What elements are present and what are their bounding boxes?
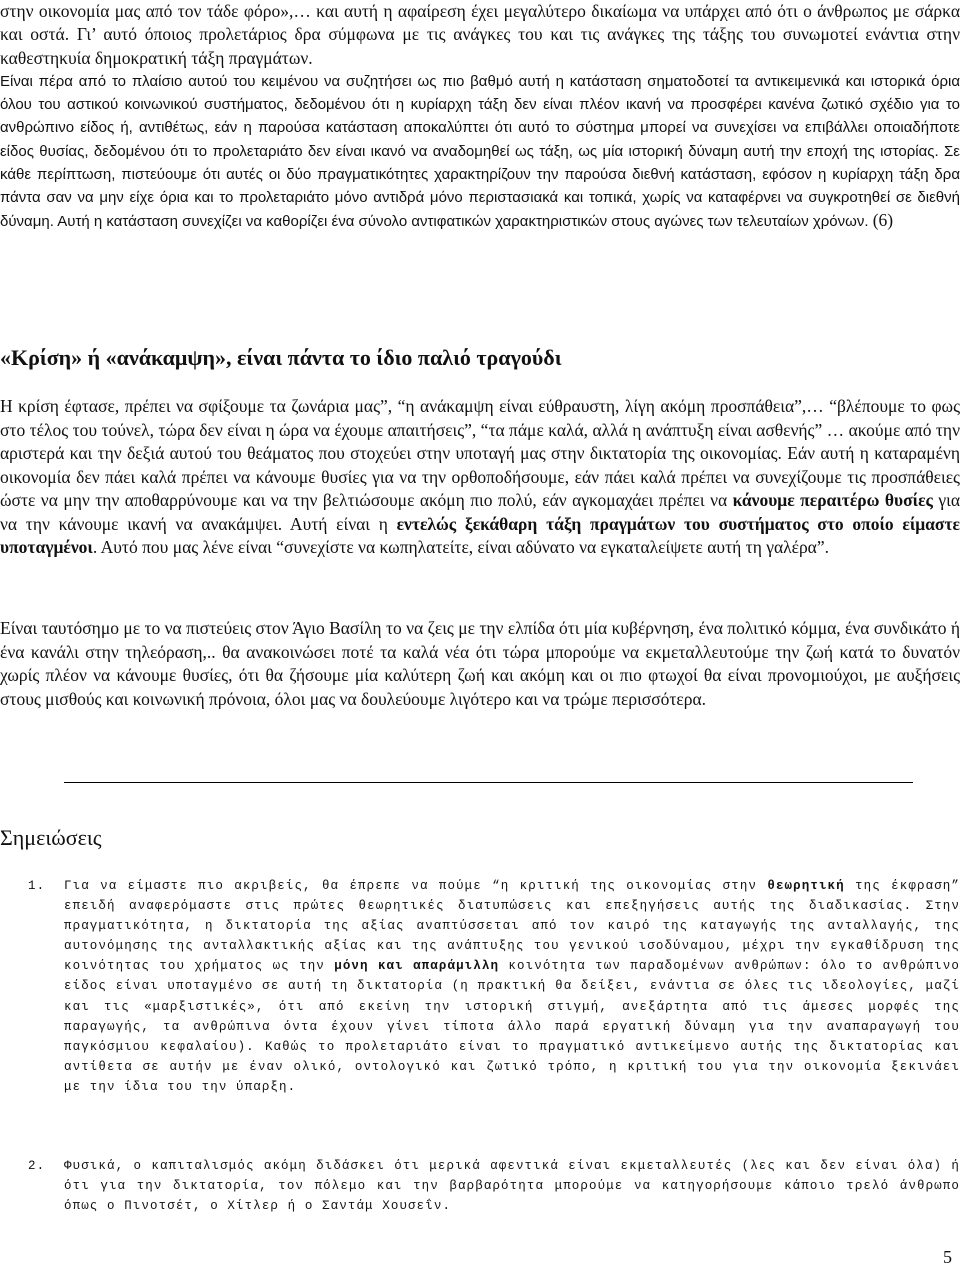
paragraph-crisis-text-b: για να την κάνουμε ικανή να ανακάμψει. Αυτή είναι η [0,490,960,534]
note-1 [0,876,960,1097]
page-number: 5 [943,1247,952,1267]
note-2-number: 2. [28,1159,46,1173]
paragraph-faith-text: Είναι ταυτόσημο με το να πιστεύεις στον Άγιο Βασίλη το να ζεις με την ελπίδα ότι μία κυβέρνηση, ένα πολιτικό κόμμα, ένα συνδικάτο ή ένα κανάλι στην τηλεόραση,.. θα ανακοινώσει ποτέ τα καλά νέα ότι τώρα μπορούμε να εκμεταλλευτούμε την ζωή κατά το δυνατόν χωρίς πλέον να κάνουμε θυσίες, ότι θα ζήσουμε μία καλύτερη ζωή και ακόμη και οι πιο φτωχοί θα είναι προνομιούχοι, με αυξήσεις στους μισθούς και κοινωνική πρόνοια, όλοι μας να δουλεύουμε λιγότερο και να τρώμε περισσότερα. [0,618,960,709]
paragraph-top [0,0,960,70]
note-1-body [64,876,960,1097]
section-heading: «Κρίση» ή «ανάκαμψη», είναι πάντα το ίδιο παλιό τραγούδι [0,345,562,370]
paragraph-faith [0,617,960,711]
note-2-text: Φυσικά, ο καπιταλισμός ακόμη διδάσκει ότι μερικά αφεντικά είναι εκμεταλλευτές (λες και δεν είναι όλα) ή ότι για την δικτατορία, τον πόλεμο και την βαρβαρότητα μπορούμε να κατηγορήσουμε κάποιο τρελό άνθρωπο όπως ο Πινοτσέτ, ο Χίτλερ ή ο Σαντάμ Χουσεΐν. [64,1159,960,1214]
footnote-reference: (6) [872,210,894,231]
paragraph-limits-text-b: Σε κάθε περίπτωση, πιστεύουμε ότι αυτές οι δύο πραγματικότητες χαρακτηρίζουν την παρούσα διεθνή κατάσταση, εφόσον η κυρίαρχη τάξη δρα πάντα σαν να μην είχε όρια και το προλεταριάτο μόνο αντιδρά μόνο περιστασιακά και τοπικά, χωρίς να καταφέρνει να συγκροτηθεί σε διεθνή δύναμη. [0,142,960,231]
note-1-number: 1. [28,879,46,893]
note-1-text-c: κοινότητα των παραδομένων ανθρώπων: όλο το ανθρώπινο είδος είναι υποταγμένο σε αυτή τη δικτατορία (η πρακτική θα δείξει, ενάντια σε όλες τις ιδεολογίες, μαζί και τις «μαρξιστικές», ότι από εκείνη την ιστορική στιγμή, ανεξάρτητα από τις άμεσες μορφές της παραγωγής, τα ανθρώπινα όντα έχουν γίνει τίποτα άλλο παρά εργατική δύναμη για την αναπαραγωγή του παγκόσμιου κεφαλαίου). Καθώς το προλεταριάτο είναι το πραγματικό αντικείμενο αυτής της δικτατορίας και αντίθετα σε αυτήν με έναν ολικό, οντολογικό και ζωτικό τρόπο, η κριτική του για την οικονομία ξεκινάει με την ίδια του την ύπαρξη. [64,959,960,1094]
paragraph-crisis-bold-sacrifices: κάνουμε περαιτέρω θυσίες [732,490,933,510]
note-1-text-a: Για να είμαστε πιο ακριβείς, θα έπρεπε να πούμε “η κριτική της οικονομίας στην [64,879,758,893]
paragraph-crisis-text-c: . Αυτό που μας λένε είναι “συνεχίστε να κωπηλατείτε, είναι αδύνατο να εγκαταλείψετε αυτή τη γαλέρα”. [92,537,829,557]
note-2 [0,1156,960,1216]
paragraph-crisis [0,395,960,560]
paragraph-top-text: στην οικονομία μας από τον τάδε φόρο»,… και αυτή η αφαίρεση έχει μεγαλύτερο δικαίωμα να υπάρχει από ότι ο άνθρωπος με σάρκα και οστά. Γι’ αυτό όποιος προλετάριος δρα σύμφωνα με τις ανάγκες του και τις ανάγκες της τάξης του συνωμοτεί ενάντια στην καθεστηκυία δημοκρατική τάξη πραγμάτων. [0,1,960,68]
note-2-body [64,1156,960,1216]
paragraph-crisis-text-a: Η κρίση έφτασε, πρέπει να σφίξουμε τα ζωνάρια μας”, “η ανάκαμψη είναι εύθραυστη, λίγη ακόμη προσπάθεια”,… “βλέπουμε το φως στο τέλος του τούνελ, τώρα δεν είναι η ώρα να έχουμε απαιτήσεις”, “τα πάμε καλά, αλλά η ανάπτυξη είναι ασθενής” … ακούμε από την αριστερά και την δεξιά αυτού του θεάματος που στοχεύει στην υποταγή μας στην δικτατορία της οικονομίας. Εάν αυτή η καταραμένη οικονομία δεν πάει καλά πρέπει να κάνουμε θυσίες για να την ορθοποδήσουμε, εάν πάει καλά πρέπει να συνεχίζουμε τις προσπάθειες ώστε να μην την αποθαρρύνουμε και να την βελτιώσουμε ακόμη πιο πολύ, εάν αγκομαχάει πρέπει να [0,396,960,510]
paragraph-limits-text-a: Είναι πέρα από το πλαίσιο αυτού του κειμένου να συζητήσει ως πιο βαθμό αυτή η κατάσταση σηματοδοτεί τα αντικειμενικά και ιστορικά όρια όλου του αστικού κοινωνικού συστήματος, δεδομένου ότι η κυρίαρχη τάξη δεν είναι πλέον ικανή να προσφέρει κανένα ζωτικό σχέδιο για το ανθρώπινο είδος ή, αντιθέτως, εάν η παρούσα κατάσταση αποκαλύπτει ότι αυτό το σύστημα μπορεί να συνεχίσει να επιβάλλει οποιαδήποτε είδος θυσίας, δεδομένου ότι το προλεταριάτο δεν είναι ικανό να αναδομηθεί ως τάξη, ως μία ιστορική δύναμη αυτή την εποχή της ιστορίας. [0,73,960,160]
note-1-bold-unique: μόνη και απαράμιλλη [334,959,500,974]
paragraph-limits [0,70,960,233]
footnote-divider [64,782,913,783]
notes-title: Σημειώσεις [0,825,102,850]
note-1-text-b: της έκφραση” επειδή αναφερόμαστε στις πρώτες θεωρητικές διατυπώσεις και επεξηγήσεις αυτής της διαδικασίας. Στην πραγματικότητα, η δικτατορία της αξίας αναπτύσσεται από τον καιρό της καταγωγής της ανταλλαγής, της αυτονόμησης της ανταλλακτικής αξίας και της ανάπτυξης του γενικού ισοδύναμου, μέχρι την εγκαθίδρυση της κοινότητας του χρήματος ως την [64,879,960,974]
paragraph-limits-text-c: Αυτή η κατάσταση συνεχίζει να καθορίζει ένα σύνολο αντιφατικών χαρακτηριστικών στους αγώνες των τελευταίων χρόνων. [57,213,869,231]
note-1-bold-theoretical: θεωρητική [767,879,845,893]
paragraph-crisis-bold-order: εντελώς ξεκάθαρη τάξη πραγμάτων του συστήματος στο οποίο είμαστε υποταγμένοι [0,513,960,557]
